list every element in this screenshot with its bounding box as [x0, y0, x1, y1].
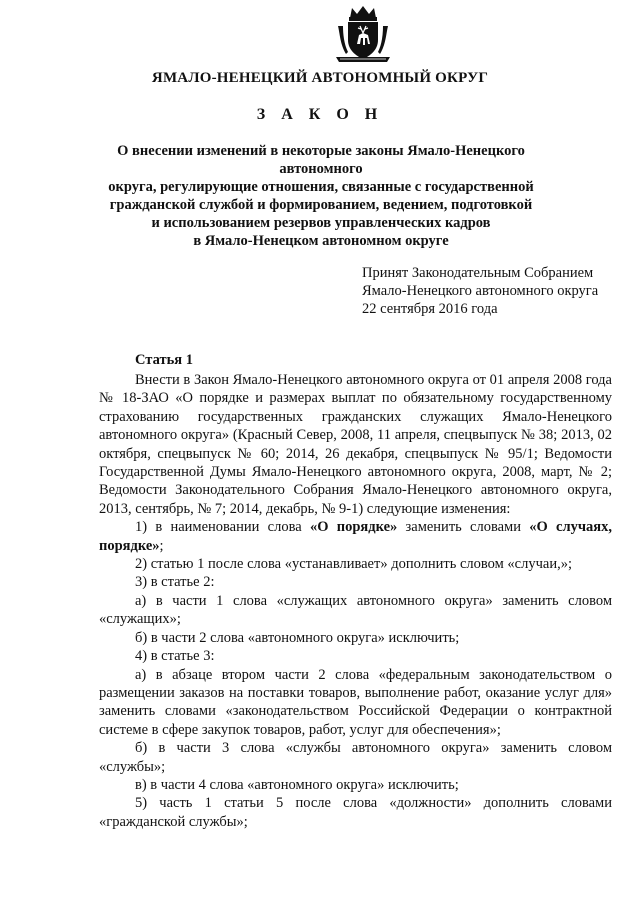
item-text: заменить словами [397, 519, 530, 536]
article-item [99, 518, 612, 555]
article-subitem: б) в части 2 слова «автономного округа» исключить; [135, 629, 460, 646]
article-subitem: в) в части 4 слова «автономного округа» исключить; [135, 776, 459, 793]
article-subitem: а) в абзаце втором части 2 слова «федеральным законодательством о размещении заказов на поставки товаров, выполнение работ, оказание услуг для» заменить словами «законодательством Российской Федерации о контрактной системе в сфере закупок товаров, работ, услуг для обеспечения»; [99, 666, 612, 738]
item-text: 1) в наименовании слова [135, 519, 310, 536]
article-subitem: а) в части 1 слова «служащих автономного округа» заменить словом «служащих»; [99, 592, 612, 628]
law-title-line: гражданской службой и формированием, ведением, подготовкой [109, 197, 533, 213]
item-quote-bold: «О порядке» [309, 519, 398, 536]
article-item: 4) в статье 3: [135, 648, 215, 665]
yamal-nenets-coat-of-arms-icon [330, 4, 396, 66]
article-item: 5) часть 1 статьи 5 после слова «должности» дополнить словами «гражданской службы»; [99, 795, 612, 830]
law-title-line: округа, регулирующие отношения, связанные с государственной [108, 179, 534, 195]
item-quote-bold: «О случаях, порядке» [99, 519, 613, 554]
article-body [99, 371, 612, 831]
law-title [98, 142, 544, 250]
item-text: ; [159, 537, 164, 554]
law-title-line: и использованием резервов управленческих кадров [151, 215, 491, 231]
article-item: 2) статью 1 после слова «устанавливает» дополнить словом «случаи,»; [135, 556, 572, 573]
adoption-note [362, 264, 598, 318]
article-subitem: б) в части 3 слова «службы автономного округа» заменить словом «службы»; [99, 740, 612, 775]
article-heading: Статья 1 [135, 352, 193, 368]
adoption-line: Принят Законодательным Собранием [362, 265, 594, 281]
article-intro: Внести в Закон Ямало-Ненецкого автономного округа от 01 апреля 2008 года № 18-ЗАО «О порядке и размерах выплат по обязательному государственному страхованию государственных гражданских служащих Ямало-Ненецкого автономного округа» (Красный Север, 2008, 11 апреля, спецвыпуск № 38; 2013, 02 октября, спецвыпуск № 60; 2014, 26 декабря, спецвыпуск № 95/1; Ведомости Государственной Думы Ямало-Ненецкого автономного округа, 2008, март, № 2; Ведомости Законодательного Собрания Ямало-Ненецкого автономного округа, 2013, сентябрь, № 7; 2014, декабрь, № 9-1) следующие изменения: [99, 372, 612, 517]
law-title-line: О внесении изменений в некоторые законы Ямало-Ненецкого автономного [117, 143, 525, 177]
region-name: ЯМАЛО-НЕНЕЦКИЙ АВТОНОМНЫЙ ОКРУГ [151, 70, 489, 86]
document-type: З А К О Н [256, 106, 384, 123]
article-item: 3) в статье 2: [135, 574, 215, 591]
adoption-line: Ямало-Ненецкого автономного округа [362, 283, 599, 299]
adoption-date: 22 сентября 2016 года [362, 301, 498, 317]
law-title-line: в Ямало-Ненецком автономном округе [193, 233, 449, 249]
